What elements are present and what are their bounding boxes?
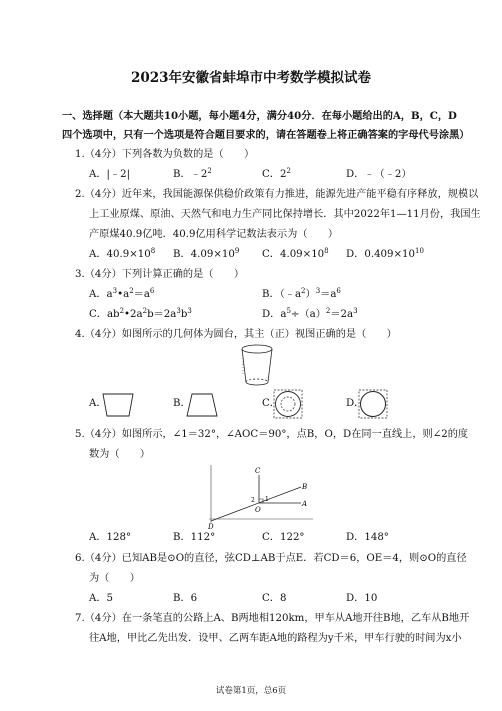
frustum-figure xyxy=(240,344,274,388)
q3-option-d: D．$a^5\div(a)^2=2a^3$ xyxy=(262,307,358,320)
q1-stem: 1.（4分）下列各数为负数的是（ ） xyxy=(75,149,255,160)
q5-option-b: B．112° xyxy=(173,532,216,543)
q1-option-d: D．﹣（﹣2） xyxy=(346,169,412,180)
q4-option-a-figure xyxy=(102,392,134,418)
point-c-label: C xyxy=(255,467,261,475)
q5-option-a: A．128° xyxy=(89,532,132,543)
q6-stem-line1: 6.（4分）已知AB是⊙O的直径，弦CD⊥AB于点E．若CD＝6，OE＝4，则⊙O的直径 xyxy=(75,553,467,564)
q5-stem-line2: 数为（ ） xyxy=(89,449,151,460)
q2-stem-line2: 上工业原煤、原油、天然气和电力生产同比保持增长．其中2022年1—11月份，我国生 xyxy=(89,209,481,220)
q3-option-a: A．$a^3•a^2=a^6$ xyxy=(89,287,155,300)
q4-option-d-label: D． xyxy=(346,398,365,409)
section-heading-line2: 四个选项中，只有一个选项是符合题目要求的，请在答题卷上将正确答案的字母代号涂黑） xyxy=(62,129,470,141)
q1-option-b: B．$﹣2^2$ xyxy=(173,167,212,180)
q5-option-c: C．122° xyxy=(262,532,305,543)
q6-option-c: C．8 xyxy=(262,593,287,604)
angle-figure xyxy=(207,463,315,531)
q5-stem-line1: 5.（4分）如图所示，∠1＝32°，∠AOC＝90°，点B，O，D在同一直线上，则∠2的度 xyxy=(75,429,469,440)
q3-option-c: C．$ab^2•2a^2b=2a^3b^3$ xyxy=(89,307,192,320)
q1-option-c: C．$2^2$ xyxy=(262,167,291,180)
q2-stem-line3: 产原煤40.9亿吨．40.9亿用科学记数法表示为（ ） xyxy=(89,229,339,240)
q2-option-c: C．$4.09\times 10^8$ xyxy=(262,247,329,260)
q6-option-b: B．6 xyxy=(173,593,198,604)
q6-option-d: D．10 xyxy=(346,593,378,604)
q7-stem-line2: 往A地，甲比乙先出发．设甲、乙两车距A地的路程为y千米，甲车行驶的时间为x小 xyxy=(89,633,462,644)
point-b-label: B xyxy=(302,483,308,491)
point-a-label: A xyxy=(302,500,308,508)
angle-1-label: 1 xyxy=(265,496,269,503)
q1-option-a: A．|﹣2| xyxy=(89,169,131,180)
exam-title: 2023年安徽省蚌埠市中考数学模拟试卷 xyxy=(130,70,372,86)
point-o-label: O xyxy=(255,506,261,514)
q3-option-b: B．$(﹣a^2)^3=a^6$ xyxy=(262,287,341,300)
q2-option-d: D．$0.409\times 10^{10}$ xyxy=(346,247,424,260)
q2-option-b: B．$4.09\times 10^9$ xyxy=(173,247,240,260)
q5-option-d: D．148° xyxy=(346,532,389,543)
q4-option-c-figure xyxy=(273,389,303,419)
q2-option-a: A．$40.9\times 10^8$ xyxy=(89,247,156,260)
q3-stem: 3.（4分）下列计算正确的是（ ） xyxy=(75,269,245,280)
q4-option-b-figure xyxy=(186,392,218,418)
q4-option-a-label: A． xyxy=(89,398,107,409)
q7-stem-line1: 7.（4分）在一条笔直的公路上A、B两地相120km，甲车从A地开往B地，乙车从B地开 xyxy=(75,613,470,624)
q6-option-a: A．5 xyxy=(89,593,114,604)
q2-stem-line1: 2.（4分）近年来，我国能源保供稳价政策有力推进，能源先进产能平稳有序释放，规模以 xyxy=(75,189,479,200)
page-footer: 试卷第1页，总6页 xyxy=(215,686,287,696)
q4-option-d-figure xyxy=(358,389,388,419)
q4-option-b-label: B． xyxy=(173,398,191,409)
section-heading-line1: 一、选择题（本大题共10小题，每小题4分，满分40分．在每小题给出的A，B，C，D xyxy=(62,110,457,122)
point-d-label: D xyxy=(208,523,214,531)
angle-2-label: 2 xyxy=(251,497,255,504)
q6-stem-line2: 为（ ） xyxy=(89,573,140,584)
q4-option-c-label: C． xyxy=(262,398,280,409)
q4-stem: 4.（4分）如图所示的几何体为圆台，其主（正）视图正确的是（ ） xyxy=(75,329,397,340)
